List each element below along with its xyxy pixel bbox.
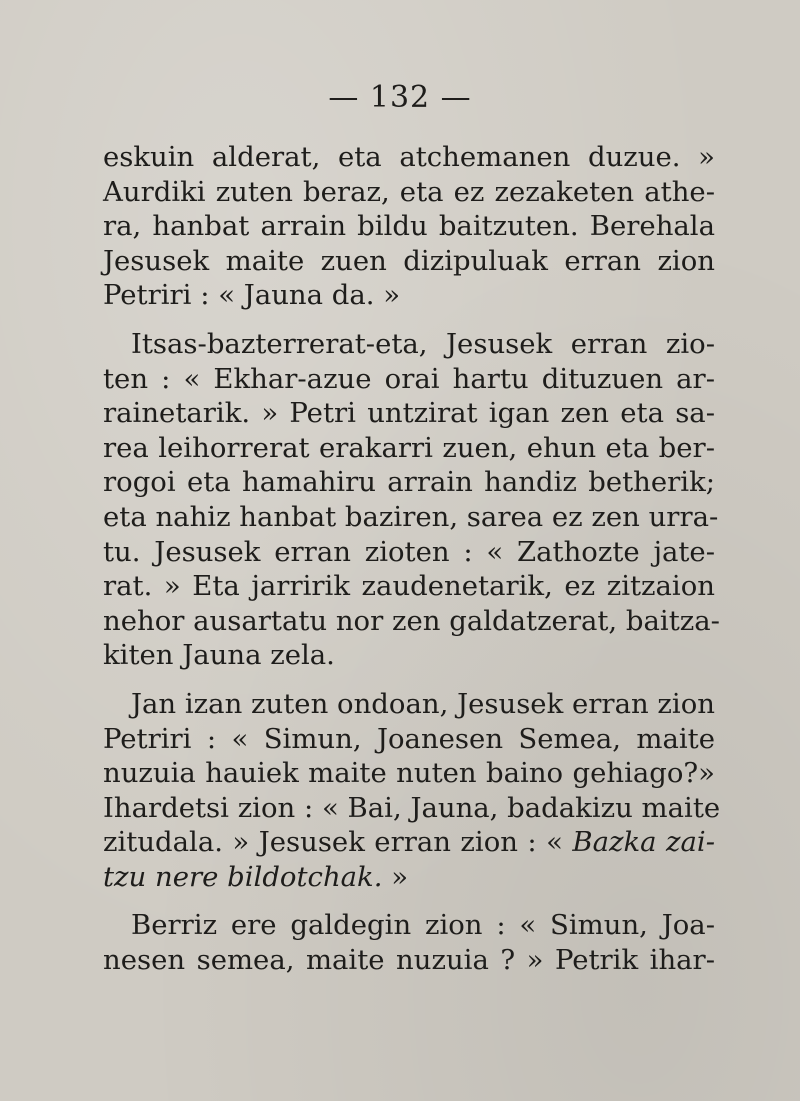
page-number: — 132 — [328,80,472,115]
text-line: nehor ausartatu nor zen galdatzerat, baitza- [103,604,720,637]
text-line: eskuin alderat, eta atchemanen duzue. » [103,141,715,173]
text-line: Jesusek maite zuen dizipuluak erran zion [103,244,715,277]
text-line: tu. Jesusek erran zioten : « Zathozte jate- [103,535,715,568]
italic-segment: tzu nere bildotchak. [103,860,383,893]
text-line-with-italic: tzu nere bildotchak. » [103,860,409,893]
text-line: rea leihorrerat erakarri zuen, ehun eta ber- [103,431,715,464]
text-segment: zitudala. » Jesusek erran zion : « [103,826,563,859]
text-line: nesen semea, maite nuzuia ? » Petrik ihar- [103,944,715,977]
paragraph-3 [103,687,721,895]
text-line: rainetarik. » Petri untzirat igan zen eta sa- [103,397,715,430]
text-line: kiten Jauna zela. [103,639,335,672]
text-line: Petriri : « Jauna da. » [103,279,401,312]
text-line: nuzuia hauiek maite nuten baino gehiago?» [103,757,715,790]
text-line: Berriz ere galdegin zion : « Simun, Joa- [131,909,715,942]
text-line: Petriri : « Simun, Joanesen Semea, maite [103,722,715,755]
text-line: ra, hanbat arrain bildu baitzuten. Berehala [103,210,715,243]
body-text [103,140,721,978]
paragraph-1 [103,140,715,313]
paragraph-2 [103,327,720,673]
text-line: Aurdiki zuten beraz, eta ez zezaketen athe- [103,175,715,208]
paragraph-4 [103,908,715,977]
text-line: rat. » Eta jarririk zaudenetarik, ez zitzaion [103,570,715,603]
italic-segment: Bazka zai- [572,826,715,859]
text-line: Ihardetsi zion : « Bai, Jauna, badakizu maite [103,791,721,824]
text-line: Jan izan zuten ondoan, Jesusek erran zion [131,687,715,720]
text-line: ten : « Ekhar-azue orai hartu dituzuen ar- [103,362,715,395]
text-line: eta nahiz hanbat baziren, sarea ez zen urra- [103,500,719,533]
text-line: rogoi eta hamahiru arrain handiz betherik; [103,466,715,499]
text-line: Itsas-bazterrerat-eta, Jesusek erran zio- [131,327,715,360]
text-line-with-italic [103,825,715,860]
